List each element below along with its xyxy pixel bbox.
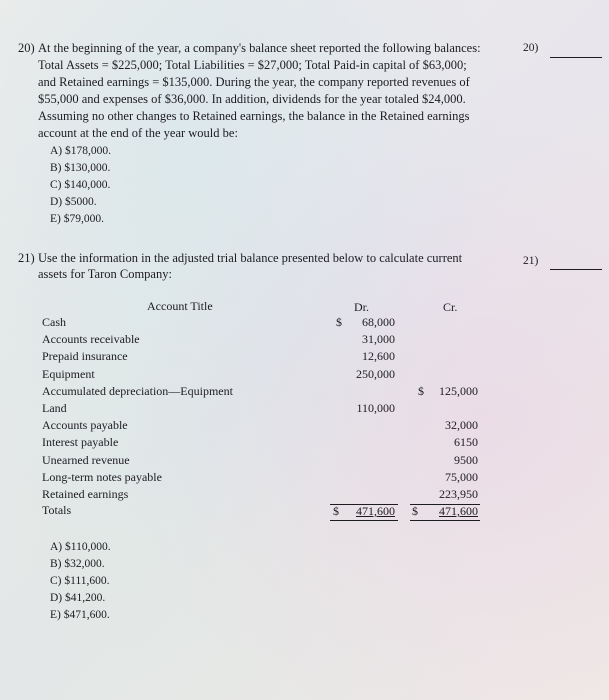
- q20-option-c[interactable]: C) $140,000.: [50, 179, 111, 191]
- q21-option-a[interactable]: A) $110,000.: [50, 541, 111, 553]
- account-name: Retained earnings: [42, 487, 129, 501]
- q20-line-3: and Retained earnings = $135,000. During the year, the company reported revenues of: [38, 75, 470, 89]
- q21-line-2: assets for Taron Company:: [38, 267, 172, 281]
- cr-total-double-underline: [410, 520, 480, 521]
- q21-line-1: Use the information in the adjusted trial balance presented below to calculate current: [38, 251, 463, 265]
- table-header-dr: Dr.: [354, 300, 369, 314]
- totals-cr-sign: $: [412, 504, 418, 518]
- account-name: Accumulated depreciation—Equipment: [42, 383, 233, 398]
- q20-option-a[interactable]: A) $178,000.: [50, 145, 112, 157]
- q20-answer-label: 20): [523, 42, 539, 54]
- q20-option-e[interactable]: E) $79,000.: [50, 213, 104, 225]
- dr-total-double-underline: [330, 520, 398, 521]
- account-name: Cash: [42, 315, 66, 329]
- totals-dr-value: 471,600: [356, 504, 395, 518]
- dr-sign: $: [336, 315, 342, 329]
- q20-number: 20): [18, 41, 35, 55]
- q20-line-1: At the beginning of the year, a company's balance sheet reported the following balances:: [38, 41, 481, 55]
- q21-option-e[interactable]: E) $471,600.: [50, 609, 110, 621]
- cr-amount: 32,000: [445, 418, 478, 433]
- account-name: Equipment: [42, 366, 95, 381]
- q21-option-c[interactable]: C) $111,600.: [50, 575, 110, 587]
- q20-answer-line[interactable]: [550, 57, 602, 58]
- account-name: Accounts payable: [42, 418, 128, 433]
- q21-answer-label: 21): [523, 255, 539, 267]
- totals-cr-value: 471,600: [439, 504, 478, 518]
- account-name: Long-term notes payable: [42, 469, 162, 484]
- q21-answer-line[interactable]: [550, 269, 602, 270]
- totals-label: Totals: [42, 503, 72, 517]
- totals-dr-sign: $: [333, 504, 339, 518]
- account-name: Accounts receivable: [42, 332, 140, 347]
- account-name: Unearned revenue: [42, 452, 130, 467]
- q20-option-b[interactable]: B) $130,000.: [50, 162, 111, 174]
- account-name: Interest payable: [42, 435, 119, 450]
- table-header-cr: Cr.: [443, 300, 458, 314]
- dr-amount: 12,600: [362, 349, 395, 364]
- cr-sign: $: [418, 383, 424, 398]
- cr-amount: 125,000: [439, 383, 478, 398]
- q21-option-d[interactable]: D) $41,200.: [50, 592, 106, 604]
- q20-line-5: Assuming no other changes to Retained earnings, the balance in the Retained earnings: [38, 109, 470, 123]
- dr-amount: 110,000: [356, 401, 395, 415]
- table-header-account-title: Account Title: [147, 299, 213, 313]
- dr-amount: 31,000: [362, 332, 395, 347]
- account-name: Prepaid insurance: [42, 349, 128, 364]
- q20-line-6: account at the end of the year would be:: [38, 126, 238, 140]
- q21-number: 21): [18, 251, 35, 265]
- cr-amount: 223,950: [439, 487, 478, 501]
- account-name: Land: [42, 401, 67, 415]
- cr-amount: 75,000: [445, 469, 478, 484]
- q20-line-4: $55,000 and expenses of $36,000. In addition, dividends for the year totaled $24,000.: [38, 92, 466, 106]
- dr-amount: 250,000: [356, 366, 395, 381]
- cr-amount: 9500: [454, 452, 478, 467]
- q21-option-b[interactable]: B) $32,000.: [50, 558, 105, 570]
- dr-amount: 68,000: [362, 315, 395, 329]
- q20-line-2: Total Assets = $225,000; Total Liabilities = $27,000; Total Paid-in capital of $63,000;: [38, 58, 467, 72]
- q20-option-d[interactable]: D) $5000.: [50, 196, 97, 208]
- cr-amount: 6150: [454, 435, 478, 450]
